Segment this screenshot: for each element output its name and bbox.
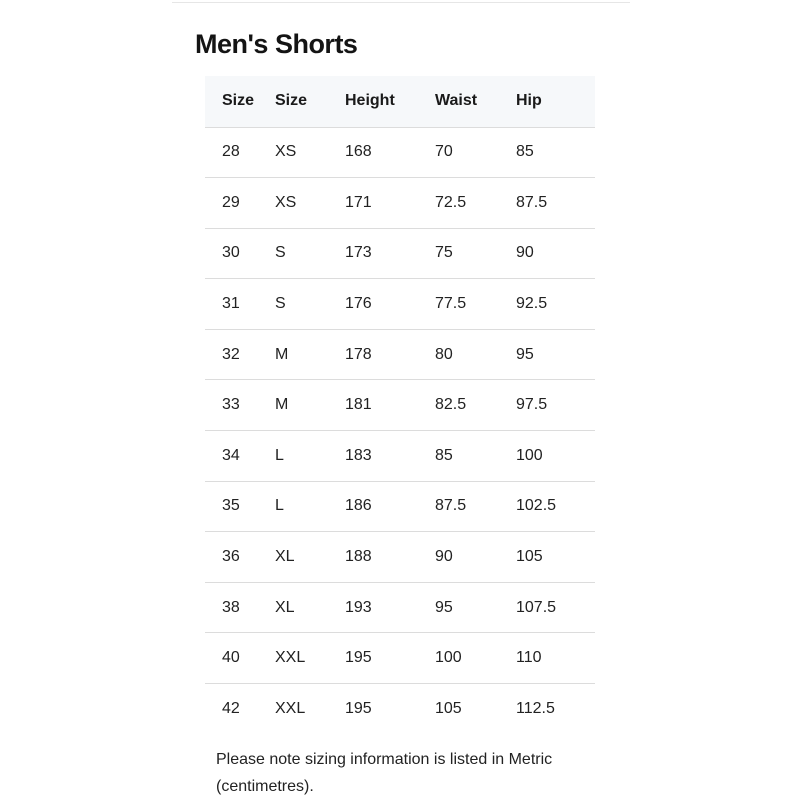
cell-height: 173 xyxy=(345,228,435,279)
cell-waist: 80 xyxy=(435,329,516,380)
cell-waist: 90 xyxy=(435,532,516,583)
table-header xyxy=(205,76,595,127)
table-row xyxy=(205,532,595,583)
cell-hip: 107.5 xyxy=(516,582,595,633)
cell-waist: 100 xyxy=(435,633,516,684)
cell-size-letter: L xyxy=(275,431,345,482)
cell-height: 195 xyxy=(345,700,372,718)
cell-size-letter: XXL xyxy=(275,633,345,684)
cell-size-numeric: 35 xyxy=(205,481,275,532)
cell-waist: 75 xyxy=(435,228,516,279)
cell-hip: 110 xyxy=(516,633,595,684)
header-hip: Hip xyxy=(516,76,595,127)
cell-size-numeric: 31 xyxy=(205,279,275,330)
table-body xyxy=(205,127,595,734)
cell-size-letter: M xyxy=(275,329,345,380)
cell-waist: 87.5 xyxy=(435,481,516,532)
cell-waist: 85 xyxy=(435,431,516,482)
cell-size-letter: S xyxy=(275,279,345,330)
cell-waist: 70 xyxy=(435,127,516,178)
size-chart-table xyxy=(205,76,595,734)
cell-hip: 85 xyxy=(516,127,595,178)
cell-height: 171 xyxy=(345,178,435,229)
cell-size-letter: XS xyxy=(275,127,345,178)
cell-height: 183 xyxy=(345,431,435,482)
cell-size-numeric: 33 xyxy=(205,380,275,431)
table-row xyxy=(205,329,595,380)
cell-size-numeric: 32 xyxy=(205,329,275,380)
cell-height: 186 xyxy=(345,481,435,532)
cell-size-letter: L xyxy=(275,481,345,532)
cell-size-numeric: 38 xyxy=(205,582,275,633)
cell-hip: 97.5 xyxy=(516,380,595,431)
table-row xyxy=(205,481,595,532)
table-row xyxy=(205,431,595,482)
table-row xyxy=(205,380,595,431)
table-row xyxy=(205,127,595,178)
header-height: Height xyxy=(345,76,435,127)
cell-size-letter: S xyxy=(275,228,345,279)
cell-size-letter: XXL xyxy=(275,700,306,718)
cell-waist: 77.5 xyxy=(435,279,516,330)
table-row xyxy=(205,279,595,330)
top-divider xyxy=(172,2,630,3)
cell-hip: 90 xyxy=(516,228,595,279)
cell-height: 181 xyxy=(345,380,435,431)
cell-size-numeric: 30 xyxy=(205,228,275,279)
table-row xyxy=(205,633,595,684)
cell-size-letter: XL xyxy=(275,532,345,583)
cell-size-numeric: 36 xyxy=(205,532,275,583)
table-header-row xyxy=(205,76,595,127)
cell-waist: 105 xyxy=(435,700,462,718)
cell-hip: 112.5 xyxy=(516,700,555,718)
header-size-letter: Size xyxy=(275,76,345,127)
cell-size-numeric: 40 xyxy=(205,633,275,684)
cell-waist: 95 xyxy=(435,582,516,633)
cell-height: 178 xyxy=(345,329,435,380)
cell-waist: 82.5 xyxy=(435,380,516,431)
cell-hip: 92.5 xyxy=(516,279,595,330)
header-waist: Waist xyxy=(435,76,516,127)
cell-size-numeric: 29 xyxy=(205,178,275,229)
header-size-numeric: Size xyxy=(205,76,275,127)
cell-size-numeric: 28 xyxy=(205,127,275,178)
metric-note: Please note sizing information is listed in Metric (centimetres). xyxy=(216,751,553,795)
cell-size-letter: XS xyxy=(275,178,345,229)
page-title: Men's Shorts xyxy=(195,29,358,59)
table-row xyxy=(205,684,595,735)
cell-waist: 72.5 xyxy=(435,178,516,229)
cell-height: 188 xyxy=(345,532,435,583)
cell-height: 193 xyxy=(345,582,435,633)
cell-height: 168 xyxy=(345,127,435,178)
cell-hip: 87.5 xyxy=(516,178,595,229)
cell-size-numeric: 42 xyxy=(222,700,240,718)
table-row xyxy=(205,228,595,279)
cell-height: 176 xyxy=(345,279,435,330)
table-row xyxy=(205,178,595,229)
cell-hip: 95 xyxy=(516,329,595,380)
table-row xyxy=(205,582,595,633)
cell-size-letter: XL xyxy=(275,582,345,633)
cell-size-numeric: 34 xyxy=(205,431,275,482)
cell-height: 195 xyxy=(345,633,435,684)
cell-hip: 100 xyxy=(516,431,595,482)
cell-hip: 105 xyxy=(516,532,595,583)
cell-size-letter: M xyxy=(275,380,345,431)
cell-hip: 102.5 xyxy=(516,481,595,532)
